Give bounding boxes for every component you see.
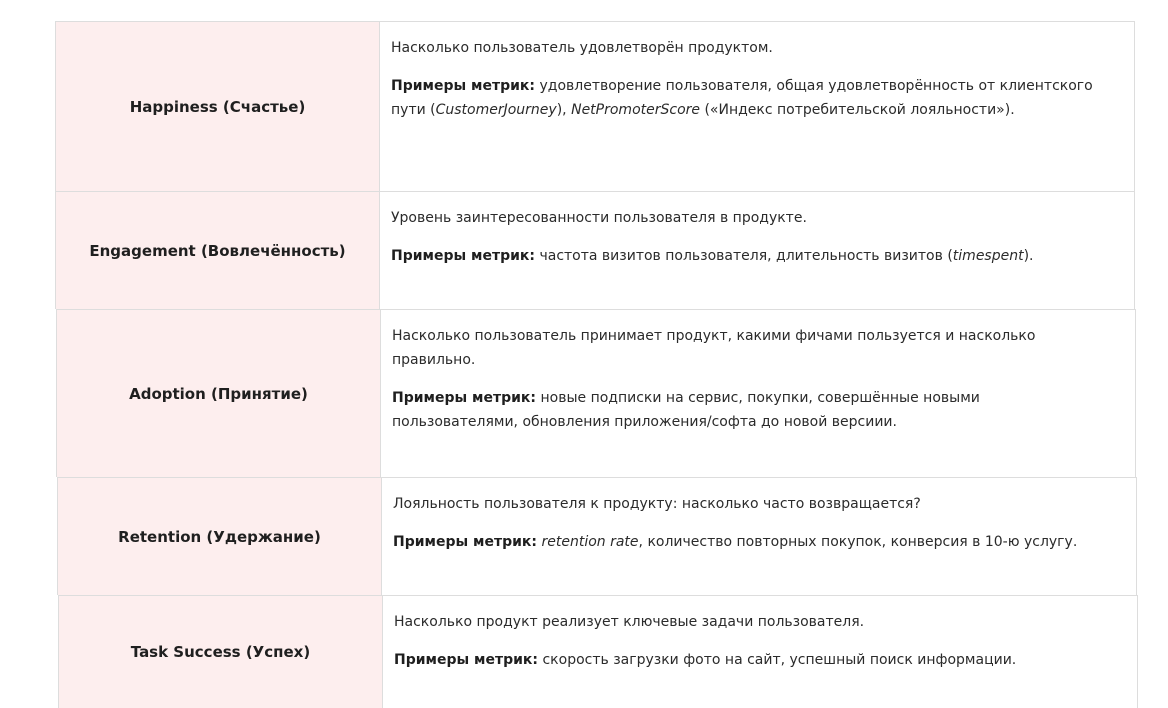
metric-name: Retention (Удержание) [118,527,321,546]
metric-examples-text: ), [556,102,572,118]
metric-examples [392,386,1115,434]
metric-name-cell [56,22,380,191]
metric-examples-text: новые подписки на сервис, покупки, совершённые новыми пользователями, обновления приложения/софта до новой версиии. [392,390,980,430]
metric-examples-text: («Индекс потребительской лояльности»). [700,102,1015,118]
metric-examples-label: Примеры метрик: [392,390,537,406]
metric-examples-italic: retention rate [541,534,639,550]
metric-description-cell [382,478,1136,595]
metric-name-cell [57,310,381,477]
metric-examples [391,244,1114,268]
metric-examples-label: Примеры метрик: [391,248,536,264]
metric-examples-text: скорость загрузки фото на сайт, успешный поиск информации. [538,652,1017,668]
metric-name: Engagement (Вовлечённость) [89,241,346,260]
metric-description: Насколько продукт реализует ключевые задачи пользователя. [394,614,865,630]
metric-description-cell [383,596,1137,708]
metric-name: Task Success (Успех) [130,643,311,661]
metric-description-cell [380,22,1134,191]
metric-examples [393,530,1126,554]
metric-description: Насколько пользователь принимает продукт, какими фичами пользуется и насколько правильно. [392,328,1036,368]
metric-name-cell [58,478,382,595]
metric-description: Лояльность пользователя к продукту: насколько часто возвращается? [393,496,921,512]
metric-examples-text: , количество повторных покупок, конверсия в 10-ю услугу. [638,534,1078,550]
metric-examples-text: ). [1023,248,1034,264]
metric-name-cell [59,596,383,708]
table-row [56,309,1136,477]
table-row [57,477,1137,595]
metric-description: Уровень заинтересованности пользователя в продукте. [391,210,807,226]
metric-examples [394,648,1117,672]
metric-description-cell [381,310,1135,477]
metric-examples-italic: timespent [952,248,1024,264]
metric-description: Насколько пользователь удовлетворён продуктом. [391,40,773,56]
metric-description-cell [380,192,1134,309]
metric-examples-italic: CustomerJourney [435,102,557,118]
metric-name: Happiness (Счастье) [129,97,306,116]
metric-name-cell [56,192,380,309]
table-row [58,595,1138,708]
metric-examples [391,74,1114,122]
metric-examples-text: частота визитов пользователя, длительность визитов ( [535,248,953,264]
metric-examples-label: Примеры метрик: [394,652,539,668]
metric-examples-label: Примеры метрик: [393,534,538,550]
table-row [55,191,1135,309]
metric-name: Adoption (Принятие) [129,384,308,403]
metric-examples-italic: NetPromoterScore [571,102,701,118]
metric-examples-text: удовлетворение пользователя, общая удовлетворённость от клиентского пути ( [391,78,1093,118]
table-row [55,21,1135,191]
metric-examples-label: Примеры метрик: [391,78,536,94]
